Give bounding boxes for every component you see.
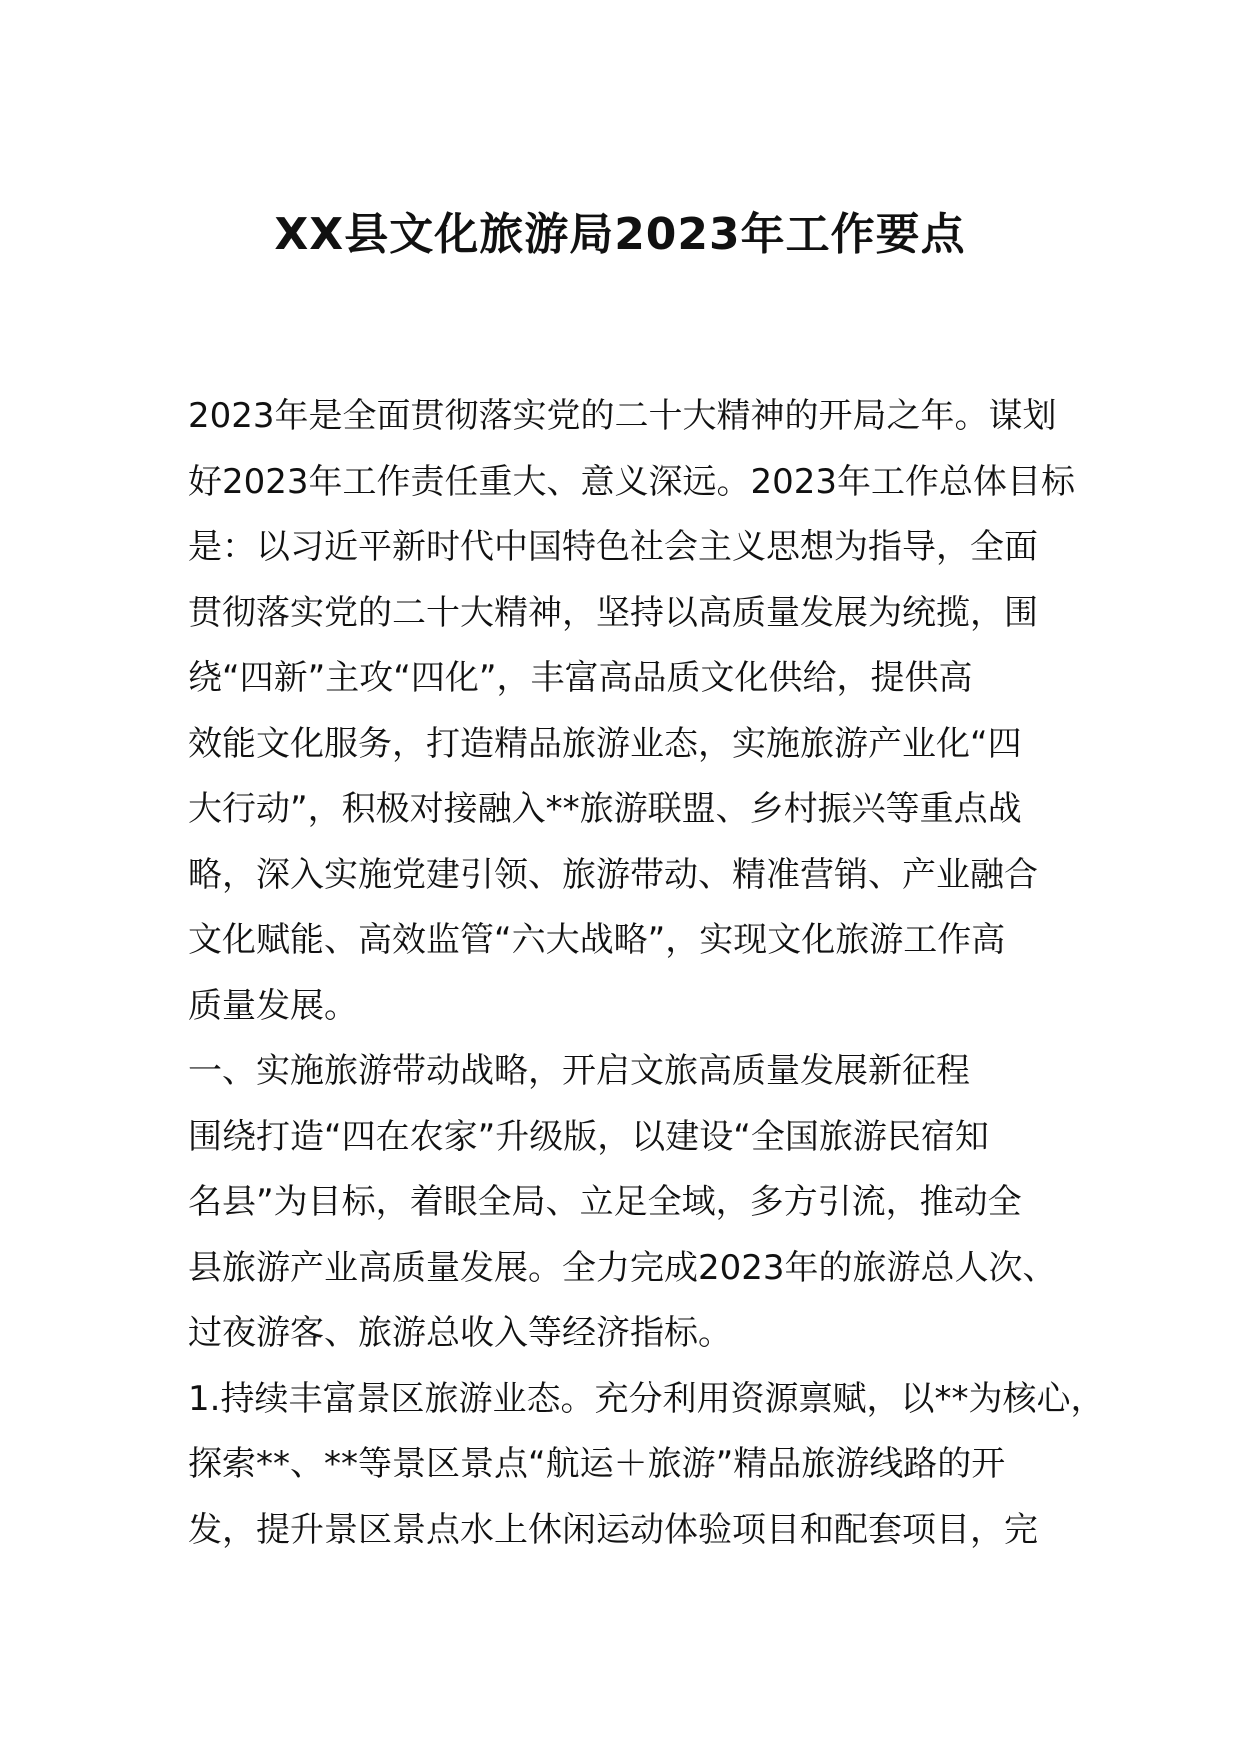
body-line: 略，深入实施党建引领、旅游带动、精准营销、产业融合 xyxy=(188,854,1038,895)
body-line: 是：以习近平新时代中国特色社会主义思想为指导，全面 xyxy=(188,527,1038,567)
body-line: 县旅游产业高质量发展。全力完成2023年的旅游总人次、 xyxy=(188,1247,1057,1288)
document-body xyxy=(188,384,1105,1563)
body-line: 围绕打造“四在农家”升级版，以建设“全国旅游民宿知 xyxy=(188,1116,989,1157)
body-line: 质量发展。 xyxy=(188,985,358,1026)
body-line: 效能文化服务，打造精品旅游业态，实施旅游产业化“四 xyxy=(188,723,1022,764)
body-line: 1.持续丰富景区旅游业态。充分利用资源禀赋，以**为核心， xyxy=(188,1378,1105,1419)
body-line: 贯彻落实党的二十大精神，坚持以高质量发展为统揽，围 xyxy=(188,592,1038,633)
document-title: XX县文化旅游局2023年工作要点 xyxy=(274,209,966,260)
section-heading: 一、实施旅游带动战略，开启文旅高质量发展新征程 xyxy=(188,1051,970,1091)
body-line: 过夜游客、旅游总收入等经济指标。 xyxy=(188,1313,732,1353)
body-line: 好2023年工作责任重大、意义深远。2023年工作总体目标 xyxy=(188,461,1076,502)
body-line: 探索**、**等景区景点“航运＋旅游”精品旅游线路的开 xyxy=(188,1444,1006,1484)
body-line: 绕“四新”主攻“四化”，丰富高品质文化供给，提供高 xyxy=(188,658,973,698)
body-line: 大行动”，积极对接融入**旅游联盟、乡村振兴等重点战 xyxy=(188,789,1022,829)
body-line: 2023年是全面贯彻落实党的二十大精神的开局之年。谋划 xyxy=(188,396,1057,436)
body-line: 发，提升景区景点水上休闲运动体验项目和配套项目，完 xyxy=(188,1509,1038,1550)
body-line: 文化赋能、高效监管“六大战略”，实现文化旅游工作高 xyxy=(188,920,1006,960)
body-line: 名县”为目标，着眼全局、立足全域，多方引流，推动全 xyxy=(188,1182,1022,1222)
